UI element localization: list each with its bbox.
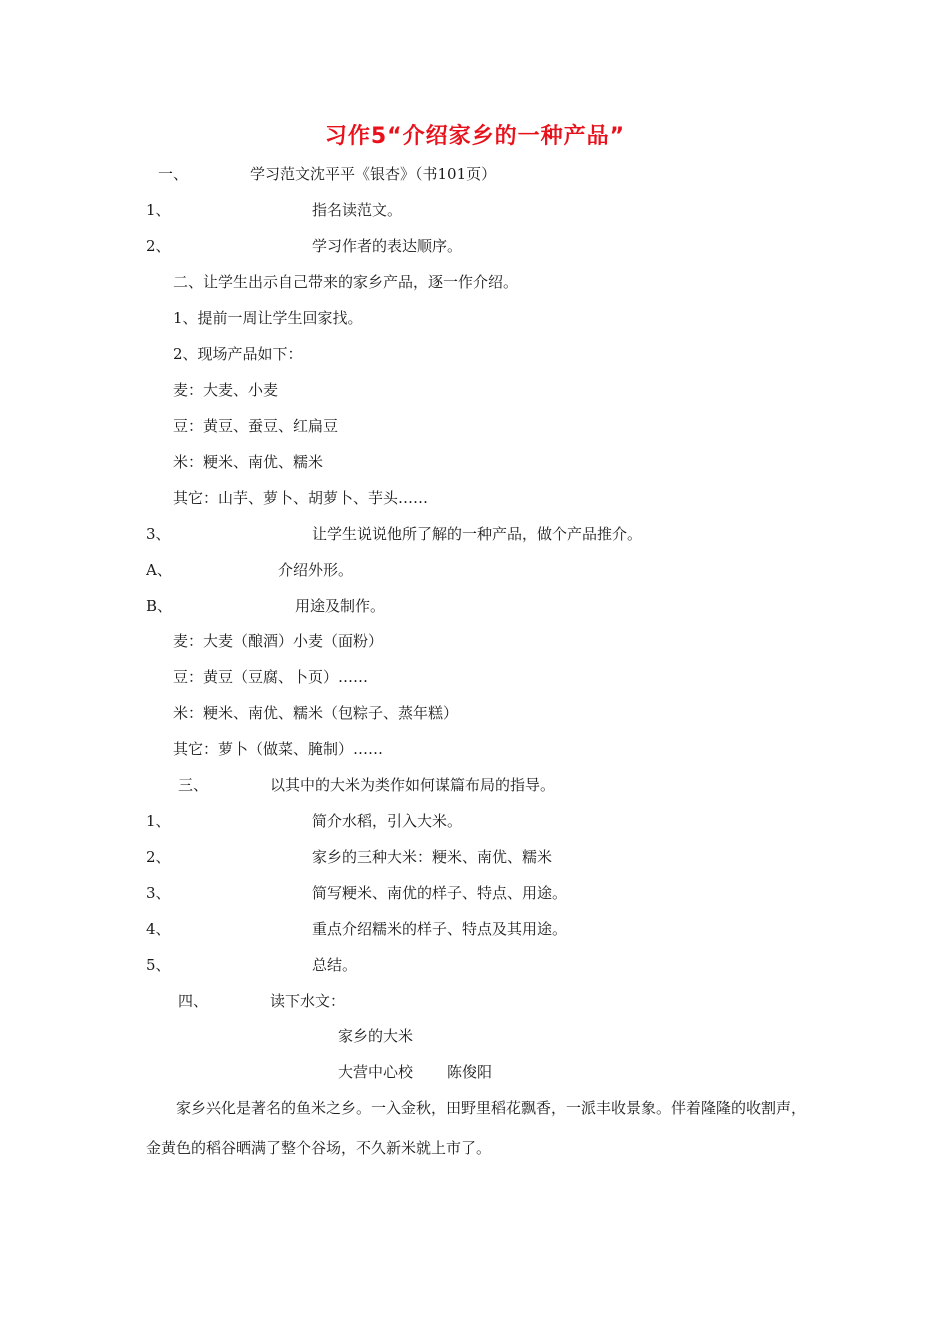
- s3-item-number: 5、: [146, 956, 171, 974]
- document-title: 习作5“介绍家乡的一种产品”: [324, 124, 626, 149]
- s3-item-number: 2、: [146, 848, 171, 866]
- product-usage-item: 麦：大麦（酿酒）小麦（面粉）: [173, 632, 384, 650]
- essay-author: 陈俊阳: [447, 1063, 493, 1081]
- product-usage-item: 米：粳米、南优、糯米（包粽子、蒸年糕）: [173, 704, 459, 722]
- product-list-item: 豆：黄豆、蚕豆、红扁豆: [173, 417, 339, 435]
- section-4-number: 四、: [178, 992, 209, 1010]
- section-1-heading: 学习范文沈平平《银杏》（书101页）: [250, 165, 497, 183]
- s3-item-number: 1、: [146, 812, 171, 830]
- s2-subitem-letter: A、: [146, 561, 172, 579]
- s1-item-number: 1、: [146, 201, 171, 219]
- s2-subitem-text: 用途及制作。: [295, 597, 386, 615]
- essay-paragraph: 家乡兴化是著名的鱼米之乡。一入金秋，田野里稻花飘香，一派丰收景象。伴着隆隆的收割声，金黄色的稻谷晒满了整个谷场，不久新米就上市了。: [146, 1099, 807, 1157]
- s3-item-number: 4、: [146, 920, 171, 938]
- s3-item-text: 家乡的三种大米：粳米、南优、糯米: [312, 848, 553, 866]
- s2-item-number: 3、: [146, 525, 171, 543]
- product-list-item: 麦：大麦、小麦: [173, 381, 279, 399]
- section-4-heading: 读下水文：: [270, 992, 346, 1010]
- section-3-number: 三、: [178, 776, 209, 794]
- essay-school: 大营中心校: [338, 1063, 414, 1081]
- product-usage-item: 豆：黄豆（豆腐、卜页）……: [173, 668, 369, 686]
- product-list-item: 米：粳米、南优、糯米: [173, 453, 324, 471]
- s3-item-text: 重点介绍糯米的样子、特点及其用途。: [312, 920, 568, 938]
- s1-item-text: 学习作者的表达顺序。: [312, 237, 463, 255]
- section-2-heading: 二、让学生出示自己带来的家乡产品，逐一作介绍。: [173, 273, 519, 291]
- s1-item-number: 2、: [146, 237, 171, 255]
- s2-subitem-text: 介绍外形。: [278, 561, 354, 579]
- product-list-item: 其它：山芋、萝卜、胡萝卜、芋头……: [173, 489, 429, 507]
- s3-item-text: 简写粳米、南优的样子、特点、用途。: [312, 884, 568, 902]
- s3-item-text: 简介水稻，引入大米。: [312, 812, 463, 830]
- s2-subitem-letter: B、: [146, 597, 173, 615]
- s2-paragraph: 1、提前一周让学生回家找。: [173, 309, 363, 327]
- s2-paragraph: 2、现场产品如下：: [173, 345, 303, 363]
- s2-item-text: 让学生说说他所了解的一种产品，做个产品推介。: [312, 525, 643, 543]
- product-usage-item: 其它：萝卜（做菜、腌制）……: [173, 740, 384, 758]
- section-1-number: 一、: [158, 165, 189, 183]
- s3-item-number: 3、: [146, 884, 171, 902]
- section-3-heading: 以其中的大米为类作如何谋篇布局的指导。: [270, 776, 556, 794]
- essay-title: 家乡的大米: [338, 1027, 414, 1045]
- s1-item-text: 指名读范文。: [312, 201, 403, 219]
- s3-item-text: 总结。: [312, 956, 358, 974]
